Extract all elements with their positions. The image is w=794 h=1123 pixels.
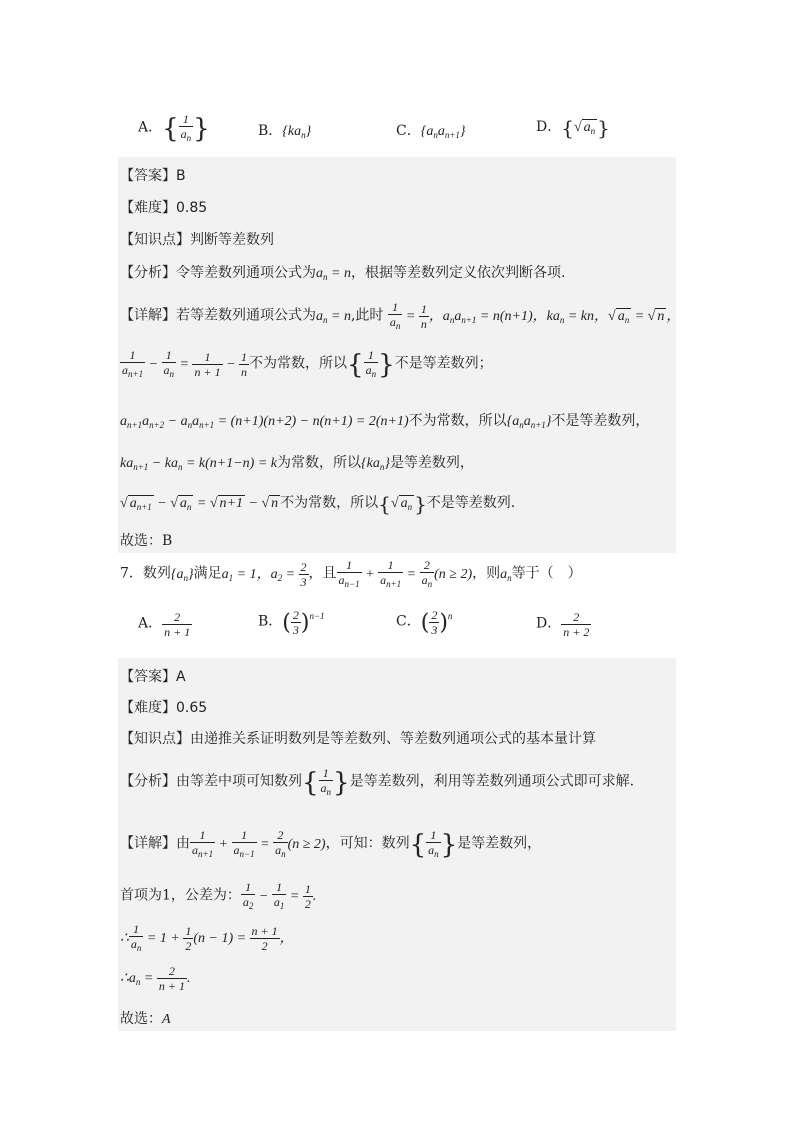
q7-first-term: 首项为1，公差为： $\frac{1}{a_2}$ − $\frac{1}{a_1}$ = $\frac{1}{2}$ . [120, 880, 317, 911]
q7-knowledge: 【知识点】由递推关系证明数列是等差数列、等差数列通项公式的基本量计算 [120, 731, 596, 747]
q7-choose: 故选：A [120, 1011, 171, 1027]
q7-analysis: 【分析】由等差中项可知数列{ $\frac{1}{a_n}$ }是等差数列，利用等差数列通项公式即可求解. [120, 766, 635, 798]
q6-detail-line0: 【详解】若等差数列通项公式为$a_n = n$,此时 $\frac{1}{a_n}$ = $\frac{1}{n}$ ，$a_na_{n+1} = n(n+1)$，$ka_n$ = kn，√ $a_n$ = √ n ， [120, 300, 681, 331]
q7-detail: 【详解】由 $\frac{1}{a_{n+1}}$ + $\frac{1}{a_{n-1}}$ = $\frac{2}{a_n}$ (n ≥ 2)，可知：数列{ $\frac{1}{a_n}$ }是等差数列， [120, 828, 542, 860]
q7-option-c: C．( $\frac{2}{3}$ )$^n$ [396, 608, 453, 637]
q6-answer: 【答案】B [120, 168, 186, 184]
q6-choose: 故选：B [120, 533, 173, 549]
q7-stem: 7．数列$\{a_n\}$满足$a_1 = 1$，$a_2$ = $\frac{2}{3}$ ，且 $\frac{1}{a_{n-1}}$ + $\frac{1}{a_{n+1}}$ = $\frac{2}{a_n}$ (n ≥ 2)，则$a_n$等于（ ） [120, 558, 582, 589]
q6-option-a: A．{ $\frac{1}{a_n}$ } [138, 112, 210, 144]
q7-result: $\therefore a_n$ = $\frac{2}{n + 1}$ . [120, 964, 191, 993]
q7-option-d: D． $\frac{2}{n + 2}$ [536, 610, 590, 639]
q6-detail-line2: $a_{n+1}a_{n+2} - a_na_{n+1} = (n+1)(n+2) - n(n+1) = 2(n+1)$不为常数，所以$\{a_na_{n+1}\}$不是等差数列， [120, 413, 650, 430]
q6-option-d: D．{√ $a_n$ } [536, 116, 610, 140]
q6-detail-line1: $\frac{1}{a_{n+1}}$ − $\frac{1}{a_n}$ = $\frac{1}{n + 1}$ − $\frac{1}{n}$ 不为常数，所以{ $\frac{1}{a_n}$ }不是等差数列； [122, 348, 493, 380]
q6-detail-line4: √ $a_{n+1}$ − √ $a_n$ = √ n+1 − √ n 不为常数，所以{√ $a_n$ }不是等差数列. [120, 492, 516, 516]
q6-option-c: C．$\{a_na_{n+1}\}$ [396, 123, 466, 140]
q7-option-a: A． $\frac{2}{n + 1}$ [138, 610, 191, 639]
q6-difficulty: 【难度】0.85 [120, 200, 208, 216]
q7-difficulty: 【难度】0.65 [120, 700, 208, 716]
q6-knowledge: 【知识点】判断等差数列 [120, 232, 274, 248]
q7-answer: 【答案】A [120, 669, 186, 685]
q6-option-b: B．$\{ka_n\}$ [258, 123, 312, 140]
q6-analysis: 【分析】令等差数列通项公式为$a_n = n$，根据等差数列定义依次判断各项. [120, 265, 566, 282]
q7-option-b: B．( $\frac{2}{3}$ )$^{n-1}$ [258, 608, 325, 637]
q7-derivation: ∴ $\frac{1}{a_n}$ = 1 + $\frac{1}{2}$ (n − 1) = $\frac{n + 1}{2}$ ， [120, 922, 294, 953]
q6-detail-line3: $ka_{n+1} - ka_n = k(n+1-n) = k$为常数，所以$\{ka_n\}$是等差数列， [120, 455, 474, 472]
